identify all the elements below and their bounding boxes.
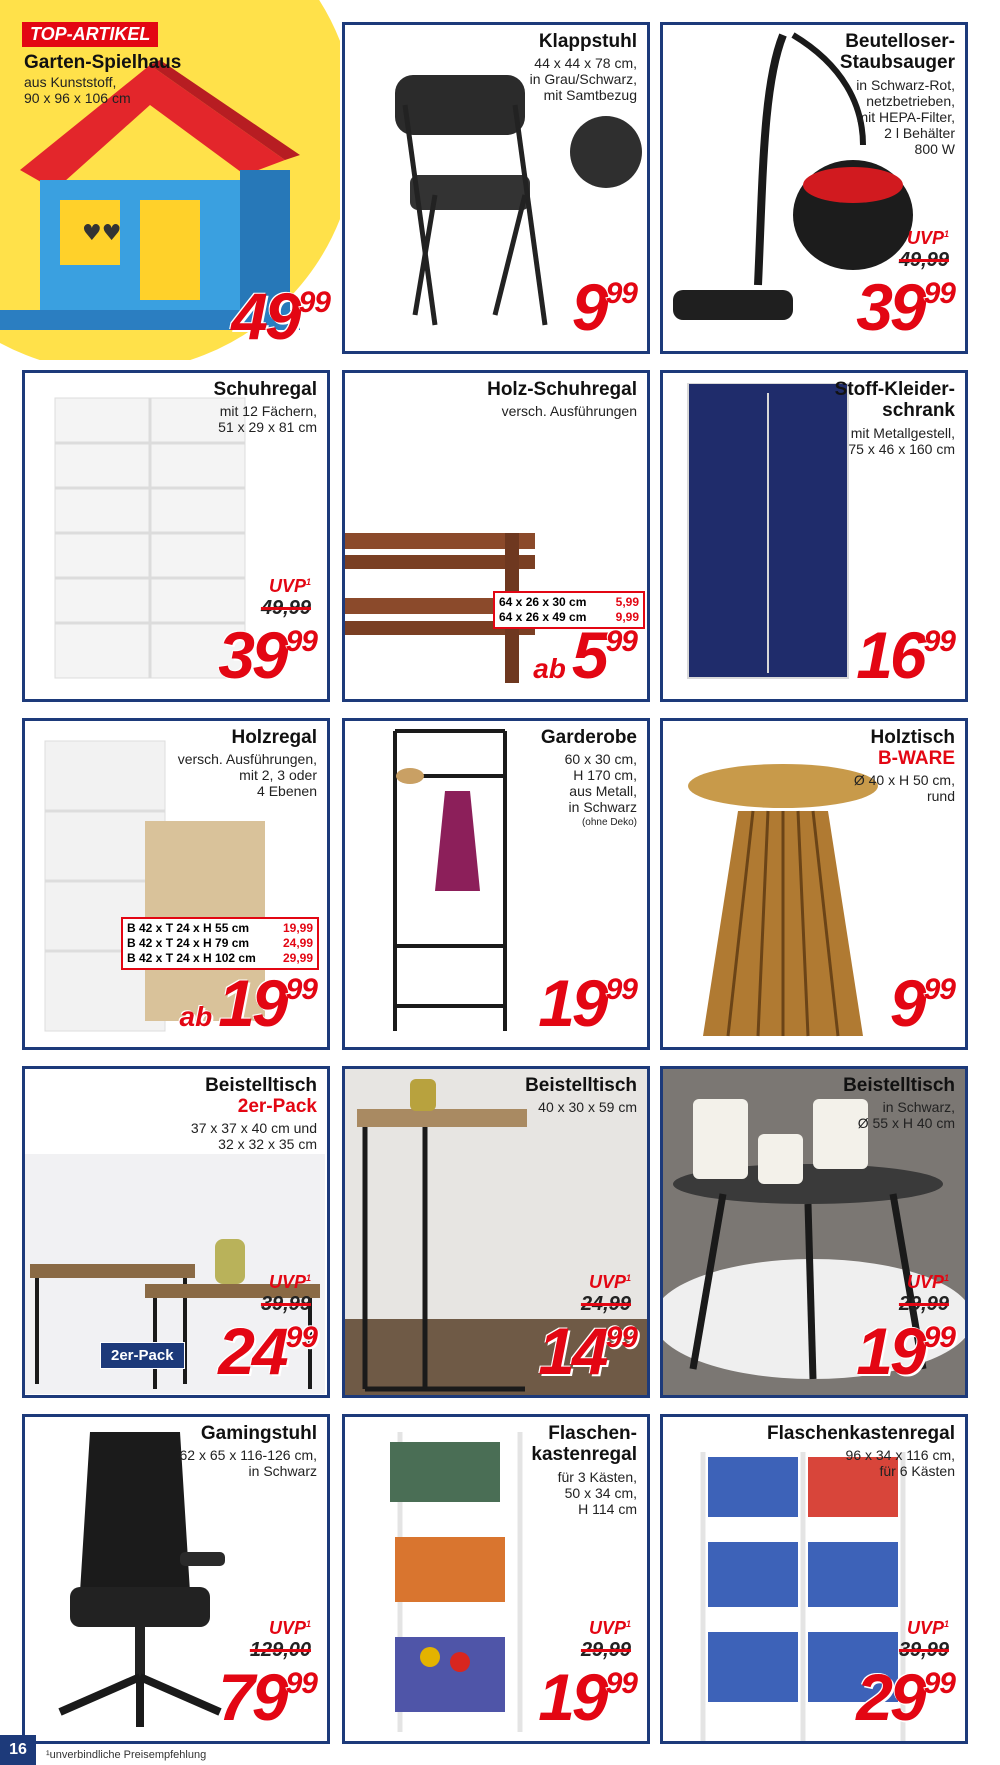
price-cent: 99 xyxy=(923,1321,955,1354)
uvp-old-price: 24,99 xyxy=(580,1293,631,1315)
size-row xyxy=(127,936,313,951)
price-euro: 39 xyxy=(856,270,924,344)
price-cent: 99 xyxy=(298,286,330,319)
size-price: 5,99 xyxy=(615,595,639,609)
price-cent: 99 xyxy=(605,625,637,658)
uvp-old-price: 129,00 xyxy=(249,1639,311,1661)
price-euro: 29 xyxy=(856,1660,924,1734)
product-desc: mit 12 Fächern, 51 x 29 x 81 cm xyxy=(218,403,317,435)
product-desc: 62 x 65 x 116-126 cm, in Schwarz xyxy=(179,1447,317,1479)
uvp-block xyxy=(261,1267,311,1315)
product-title: Gamingstuhl xyxy=(200,1423,317,1444)
product-desc: versch. Ausführungen xyxy=(501,403,637,419)
product-price xyxy=(180,965,317,1041)
top-article-desc: aus Kunststoff, 90 x 96 x 106 cm xyxy=(24,74,131,106)
product-price xyxy=(533,617,637,693)
uvp-label: UVP$^1$ xyxy=(906,1272,949,1292)
uvp-label: UVP$^1$ xyxy=(588,1272,631,1292)
product-card-klappstuhl[interactable] xyxy=(342,22,650,354)
price-euro: 79 xyxy=(218,1660,286,1734)
product-desc: versch. Ausführungen, mit 2, 3 oder 4 Ebenen xyxy=(177,751,317,799)
product-desc: mit Metallgestell, 75 x 46 x 160 cm xyxy=(848,425,955,457)
product-price xyxy=(856,1313,955,1389)
price-euro: 19 xyxy=(538,1660,606,1734)
size-label: 64 x 26 x 49 cm xyxy=(499,610,587,624)
product-price xyxy=(538,1659,637,1735)
product-title: Beistelltisch xyxy=(843,1075,955,1096)
product-price xyxy=(856,617,955,693)
price-euro: 9 xyxy=(571,270,606,344)
price-cent: 99 xyxy=(605,1321,637,1354)
size-price: 19,99 xyxy=(282,921,313,935)
price-euro: 5 xyxy=(571,618,606,692)
size-row xyxy=(499,595,639,610)
uvp-block xyxy=(581,1267,631,1315)
uvp-label: UVP$^1$ xyxy=(268,1618,311,1638)
price-cent: 99 xyxy=(285,1321,317,1354)
product-card-beistelltisch-2er[interactable] xyxy=(22,1066,330,1398)
product-title: Stoff-Kleider- schrank xyxy=(834,379,955,421)
product-title: Holztisch xyxy=(870,727,955,748)
uvp-block xyxy=(899,1267,949,1315)
coat-rack-image xyxy=(375,721,535,1041)
product-title: Holzregal xyxy=(231,727,317,748)
crate-rack-3-image xyxy=(385,1422,545,1742)
uvp-old-price: 39,99 xyxy=(260,1293,311,1315)
uvp-old-price: 49,99 xyxy=(898,249,949,271)
product-card-beistelltisch-c[interactable] xyxy=(342,1066,650,1398)
uvp-block xyxy=(250,1613,311,1661)
price-cent: 99 xyxy=(923,277,955,310)
product-card-holzschuhregal[interactable] xyxy=(342,370,650,702)
product-desc: 37 x 37 x 40 cm und 32 x 32 x 35 cm xyxy=(190,1120,317,1152)
price-cent: 99 xyxy=(605,973,637,1006)
price-euro-2: 9 xyxy=(264,279,299,353)
product-price xyxy=(890,965,955,1041)
product-title: Beistelltisch xyxy=(525,1075,637,1096)
svg-text:♥♥: ♥♥ xyxy=(82,221,122,246)
uvp-old-price: 29,99 xyxy=(898,1293,949,1315)
uvp-old-price: 49,99 xyxy=(260,597,311,619)
price-cent: 99 xyxy=(923,973,955,1006)
price-euro: 39 xyxy=(218,618,286,692)
price-cent: 99 xyxy=(285,625,317,658)
uvp-label: UVP$^1$ xyxy=(588,1618,631,1638)
product-title-pack: 2er-Pack xyxy=(237,1096,317,1117)
uvp-block xyxy=(899,223,949,271)
product-title: Klappstuhl xyxy=(538,31,637,52)
product-desc: 60 x 30 cm, H 170 cm, aus Metall, in Schwarz xyxy=(564,751,637,815)
product-card-holztisch[interactable] xyxy=(660,718,968,1050)
product-card-garderobe[interactable] xyxy=(342,718,650,1050)
price-from-label: ab xyxy=(179,1001,213,1032)
uvp-old-price: 29,99 xyxy=(580,1639,631,1661)
product-desc: 96 x 34 x 116 cm, für 6 Kästen xyxy=(845,1447,955,1479)
product-card-schuhregal[interactable] xyxy=(22,370,330,702)
uvp-label: UVP$^1$ xyxy=(906,1618,949,1638)
page-number: 16 xyxy=(0,1735,36,1765)
product-price xyxy=(218,1659,317,1735)
price-euro: 19 xyxy=(538,966,606,1040)
size-price: 9,99 xyxy=(615,610,639,624)
size-price: 24,99 xyxy=(282,936,313,950)
product-price xyxy=(572,269,637,345)
product-note: (ohne Deko) xyxy=(581,817,637,828)
price-cent: 99 xyxy=(923,625,955,658)
product-title: Flaschen- kastenregal xyxy=(531,1423,637,1465)
product-title: Flaschenkastenregal xyxy=(767,1423,955,1444)
price-cent: 99 xyxy=(285,1667,317,1700)
size-row xyxy=(127,921,313,936)
product-desc: für 3 Kästen, 50 x 34 cm, H 114 cm xyxy=(557,1469,637,1517)
product-card-holzregal[interactable] xyxy=(22,718,330,1050)
uvp-label: UVP$^1$ xyxy=(268,1272,311,1292)
product-price xyxy=(218,1313,317,1389)
product-price xyxy=(856,1659,955,1735)
price-cent: 99 xyxy=(285,973,317,1006)
product-title: Beistelltisch xyxy=(205,1075,317,1096)
footnote: ¹unverbindliche Preisempfehlung xyxy=(46,1749,207,1761)
product-card-gamingstuhl[interactable] xyxy=(22,1414,330,1744)
product-title: Beutelloser- Staubsauger xyxy=(839,31,955,73)
product-card-flaschenregal-3[interactable] xyxy=(342,1414,650,1744)
size-label: B 42 x T 24 x H 102 cm xyxy=(127,951,256,965)
product-card-kleiderschrank[interactable] xyxy=(660,370,968,702)
product-desc: 40 x 30 x 59 cm xyxy=(538,1099,637,1115)
size-label: B 42 x T 24 x H 79 cm xyxy=(127,936,250,950)
product-price xyxy=(538,1313,637,1389)
product-desc: in Schwarz-Rot, netzbetrieben, mit HEPA-Filter, 2 l Behälter 800 W xyxy=(856,77,955,157)
product-title-b-ware: B-WARE xyxy=(877,748,955,769)
uvp-label: UVP$^1$ xyxy=(906,228,949,248)
product-desc: Ø 40 x H 50 cm, rund xyxy=(853,772,955,804)
product-card-flaschenregal-6[interactable] xyxy=(660,1414,968,1744)
product-title: Holz-Schuhregal xyxy=(487,379,637,400)
top-article-badge: TOP-ARTIKEL xyxy=(22,22,158,47)
product-card-staubsauger[interactable] xyxy=(660,22,968,354)
product-price xyxy=(538,965,637,1041)
price-cent: 99 xyxy=(923,1667,955,1700)
price-euro: 14 xyxy=(538,1314,606,1388)
top-article-price xyxy=(231,278,330,354)
top-article[interactable] xyxy=(0,0,340,360)
price-euro: 24 xyxy=(218,1314,286,1388)
size-price: 29,99 xyxy=(282,951,313,965)
product-desc: 44 x 44 x 78 cm, in Grau/Schwarz, mit Samtbezug xyxy=(529,55,637,103)
product-card-beistelltisch-rund[interactable] xyxy=(660,1066,968,1398)
size-row xyxy=(127,951,313,966)
size-label: 64 x 26 x 30 cm xyxy=(499,595,587,609)
price-euro: 19 xyxy=(856,1314,924,1388)
uvp-label: UVP$^1$ xyxy=(268,576,311,596)
price-euro: 4 xyxy=(231,279,265,353)
price-euro: 19 xyxy=(218,966,286,1040)
price-euro: 16 xyxy=(856,618,924,692)
pack-tag: 2er-Pack xyxy=(100,1342,185,1369)
product-title: Schuhregal xyxy=(213,379,317,400)
size-price-table xyxy=(121,917,319,970)
uvp-block xyxy=(581,1613,631,1661)
uvp-old-price: 39,99 xyxy=(898,1639,949,1661)
product-title: Garderobe xyxy=(540,727,637,748)
price-from-label: ab xyxy=(533,653,566,684)
uvp-block xyxy=(899,1613,949,1661)
fabric-swatch-icon xyxy=(567,113,645,191)
price-cent: 99 xyxy=(605,277,637,310)
top-article-title: Garten-Spielhaus xyxy=(24,52,182,73)
price-euro: 9 xyxy=(889,966,924,1040)
uvp-block xyxy=(261,571,311,619)
product-desc: in Schwarz, Ø 55 x H 40 cm xyxy=(857,1099,955,1131)
product-price xyxy=(856,269,955,345)
price-cent: 99 xyxy=(605,1667,637,1700)
fabric-wardrobe-image xyxy=(678,383,858,693)
product-price xyxy=(218,617,317,693)
size-label: B 42 x T 24 x H 55 cm xyxy=(127,921,250,935)
